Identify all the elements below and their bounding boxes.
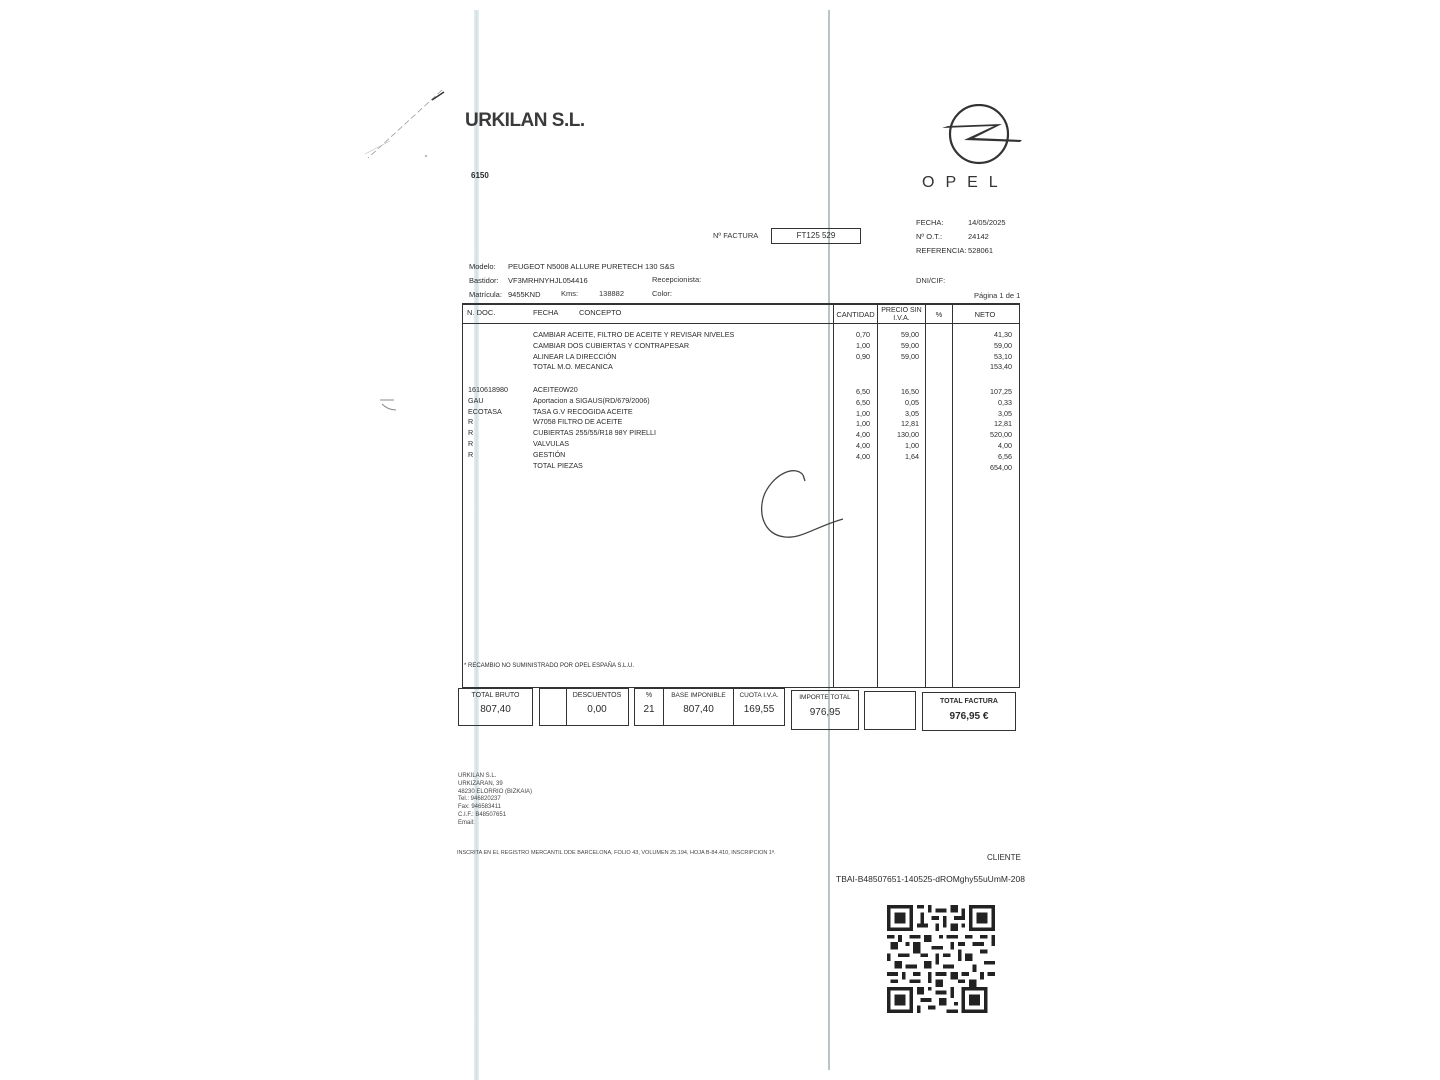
- labour-precio: [882, 330, 919, 362]
- cell-precio: 3,05: [905, 408, 919, 418]
- table-footnote: * RECAMBIO NO SUMINISTRADO POR OPEL ESPAÑA S.L.U.: [464, 663, 635, 669]
- cell-precio: 16,50: [901, 387, 919, 396]
- color-label: Color:: [652, 289, 673, 298]
- margin-mark: [378, 396, 400, 416]
- cell-cantidad: 1,00: [856, 340, 870, 350]
- parts-cantidad: [838, 387, 870, 463]
- tax-pct-value: 21: [643, 704, 655, 715]
- column-divider: [877, 303, 878, 688]
- cuota-iva-label: CUOTA I.V.A.: [739, 692, 779, 699]
- cell-precio: 130,00: [897, 430, 919, 440]
- registry-note: INSCRITA EN EL REGISTRO MERCANTIL DDE BARCELONA, FOLIO 43, VOLUMEN 25.194, HOJA B-84.410, INSCRIPCION 1ª.: [457, 850, 776, 856]
- cell-neto: 4,00: [998, 440, 1012, 450]
- total-bruto-value: 807,40: [480, 704, 511, 715]
- cell-cantidad: 4,00: [856, 440, 870, 450]
- labour-neto: [960, 330, 1012, 373]
- table-row: VALVULAS: [533, 438, 570, 448]
- cell-cantidad: 1,00: [856, 419, 870, 429]
- header-ndoc: N. DOC.: [467, 308, 496, 317]
- cell-ndoc: R: [468, 417, 474, 427]
- descuentos-value: 0,00: [587, 704, 607, 715]
- cell-ndoc: R: [468, 438, 474, 448]
- cell-precio: 1,64: [905, 451, 919, 461]
- kms-label: Kms:: [561, 289, 579, 298]
- importe-total-box: [791, 690, 859, 730]
- invoice-number-label: Nº FACTURA: [713, 231, 759, 240]
- ot-label: Nº O.T.:: [916, 232, 943, 241]
- table-row: Aportacion a SIGAUS(RD/679/2006): [533, 395, 650, 405]
- cell-ndoc: GAU: [468, 395, 484, 405]
- reference-value: 528061: [968, 246, 994, 255]
- labour-cantidad: [838, 330, 870, 362]
- cell-neto: 41,30: [994, 330, 1012, 339]
- cell-cantidad: 6,50: [856, 397, 870, 407]
- table-row: TASA G.V RECOGIDA ACEITE: [533, 406, 633, 416]
- date-value: 14/05/2025: [968, 218, 1006, 227]
- descuentos-label: DESCUENTOS: [572, 692, 622, 699]
- handwritten-signature: [755, 465, 845, 545]
- table-row: CAMBIAR ACEITE, FILTRO DE ACEITE Y REVISAR NIVELES: [533, 330, 735, 339]
- base-imponible-label: BASE IMPONIBLE: [671, 692, 726, 699]
- page-number: Página 1 de 1: [974, 291, 1021, 300]
- cell-precio: 59,00: [901, 330, 919, 339]
- address-line: C.I.F.: B48507651: [458, 811, 507, 818]
- descuentos-box: [539, 688, 629, 726]
- table-row: TOTAL PIEZAS: [533, 460, 583, 470]
- plate-value: 9455KND: [508, 289, 541, 299]
- cuota-iva-value: 169,55: [743, 704, 775, 715]
- total-factura-box: [922, 692, 1016, 731]
- importe-total-value: 976,95: [809, 707, 841, 718]
- cell-cantidad: 4,00: [856, 430, 870, 440]
- cell-precio: 1,00: [905, 440, 919, 450]
- cell-neto: 12,81: [994, 419, 1012, 429]
- invoice-meta: [916, 218, 1006, 255]
- company-name: URKILAN S.L.: [465, 110, 585, 131]
- empty-box: [864, 691, 916, 730]
- table-row: CAMBIAR DOS CUBIERTAS Y CONTRAPESAR: [533, 340, 690, 350]
- cell-cantidad: 6,50: [856, 387, 870, 396]
- cell-neto: 107,25: [990, 387, 1012, 396]
- tbai-code: TBAI-B48507651-140525-dROMghy55uUmM-208: [836, 874, 1025, 884]
- kms-value: 138882: [599, 289, 625, 298]
- parts-precio: [882, 387, 919, 463]
- header-neto: NETO: [974, 310, 996, 319]
- company-address: [458, 773, 532, 828]
- parts-concepts: [533, 385, 656, 471]
- vin-value: VF3MRHNYHJL054416: [508, 275, 588, 285]
- dni-label: DNI/CIF:: [916, 276, 946, 285]
- column-divider: [925, 303, 926, 688]
- model-value: PEUGEOT N5008 ALLURE PURETECH 130 S&S: [508, 261, 675, 271]
- invoice-number: FT125 529: [771, 228, 861, 244]
- address-line: 48230 ELORRIO (BIZKAIA): [458, 788, 533, 795]
- plate-label: Matrícula:: [469, 289, 502, 299]
- importe-total-label: IMPORTE TOTAL: [799, 694, 851, 701]
- cell-neto-total: 654,00: [990, 462, 1012, 472]
- cell-neto: 0,33: [998, 397, 1012, 407]
- header-concepto: CONCEPTO: [579, 308, 622, 317]
- brand-logo: [920, 104, 1020, 192]
- total-factura-label: TOTAL FACTURA: [940, 698, 998, 705]
- cell-cantidad: 0,90: [856, 351, 870, 361]
- cell-ndoc: 1610618980: [468, 385, 508, 394]
- ot-value: 24142: [968, 232, 989, 241]
- tax-box: [634, 688, 785, 726]
- brand-name: OPEL: [922, 174, 1009, 191]
- header-pct: %: [935, 310, 943, 319]
- table-row: CUBIERTAS 255/55/R18 98Y PIRELLI: [533, 428, 657, 438]
- table-row: GESTIÓN: [533, 449, 566, 459]
- table-row: ACEITE0W20: [533, 385, 578, 394]
- base-imponible-value: 807,40: [683, 704, 714, 715]
- cell-ndoc: ECOTASA: [468, 406, 502, 416]
- cell-cantidad: 4,00: [856, 451, 870, 461]
- pen-stroke-mark: [360, 86, 450, 166]
- cell-neto: 59,00: [994, 340, 1012, 350]
- table-header-separator: [462, 323, 1019, 324]
- cell-ndoc: R: [468, 449, 474, 459]
- header-cantidad: CANTIDAD: [836, 310, 875, 319]
- cell-neto: 53,10: [994, 351, 1012, 361]
- table-row: TOTAL M.O. MECANICA: [533, 362, 613, 372]
- cell-cantidad: 0,70: [856, 330, 870, 339]
- cell-neto: 6,56: [998, 451, 1012, 461]
- address-line: URKILAN S.L.: [458, 773, 497, 779]
- qr-code-icon: [887, 905, 995, 1013]
- model-label: Modelo:: [469, 261, 496, 271]
- cell-neto-total: 153,40: [990, 362, 1012, 372]
- cell-neto: 3,05: [998, 408, 1012, 418]
- header-fecha: FECHA: [533, 308, 559, 317]
- address-line: Fax: 946583411: [458, 804, 501, 811]
- address-line: Tel.: 946820237: [458, 796, 501, 803]
- parts-neto: [960, 387, 1012, 473]
- header-precio: PRECIO SIN I.V.A.: [881, 307, 922, 322]
- column-divider: [952, 303, 953, 688]
- labour-concepts: [533, 330, 734, 373]
- cell-precio: 12,81: [901, 419, 919, 429]
- cell-ndoc: R: [468, 428, 474, 438]
- cell-precio: 0,05: [905, 397, 919, 407]
- tax-pct-label: %: [645, 692, 653, 699]
- date-label: FECHA:: [916, 218, 944, 227]
- address-line: Email:: [458, 819, 475, 826]
- reference-label: REFERENCIA:: [916, 246, 967, 255]
- copy-label: CLIENTE: [987, 853, 1021, 862]
- address-line: URKIZARAN, 39: [458, 780, 503, 787]
- company-code: 6150: [471, 171, 489, 180]
- total-factura-value: 976,95 €: [949, 711, 989, 722]
- cell-precio: 59,00: [901, 351, 919, 361]
- receptionist-label: Recepcionista:: [652, 275, 702, 284]
- parts-ndoc: [468, 385, 508, 461]
- vin-label: Bastidor:: [469, 275, 499, 285]
- cell-precio: 59,00: [901, 340, 919, 350]
- table-row: ALINEAR LA DIRECCIÓN: [533, 351, 617, 361]
- cell-cantidad: 1,00: [856, 408, 870, 418]
- opel-lightning-logo-icon: [938, 104, 1034, 168]
- cell-neto: 520,00: [990, 430, 1012, 440]
- total-bruto-label: TOTAL BRUTO: [471, 692, 520, 699]
- table-row: W7058 FILTRO DE ACEITE: [533, 417, 623, 427]
- total-bruto-box: [458, 688, 533, 726]
